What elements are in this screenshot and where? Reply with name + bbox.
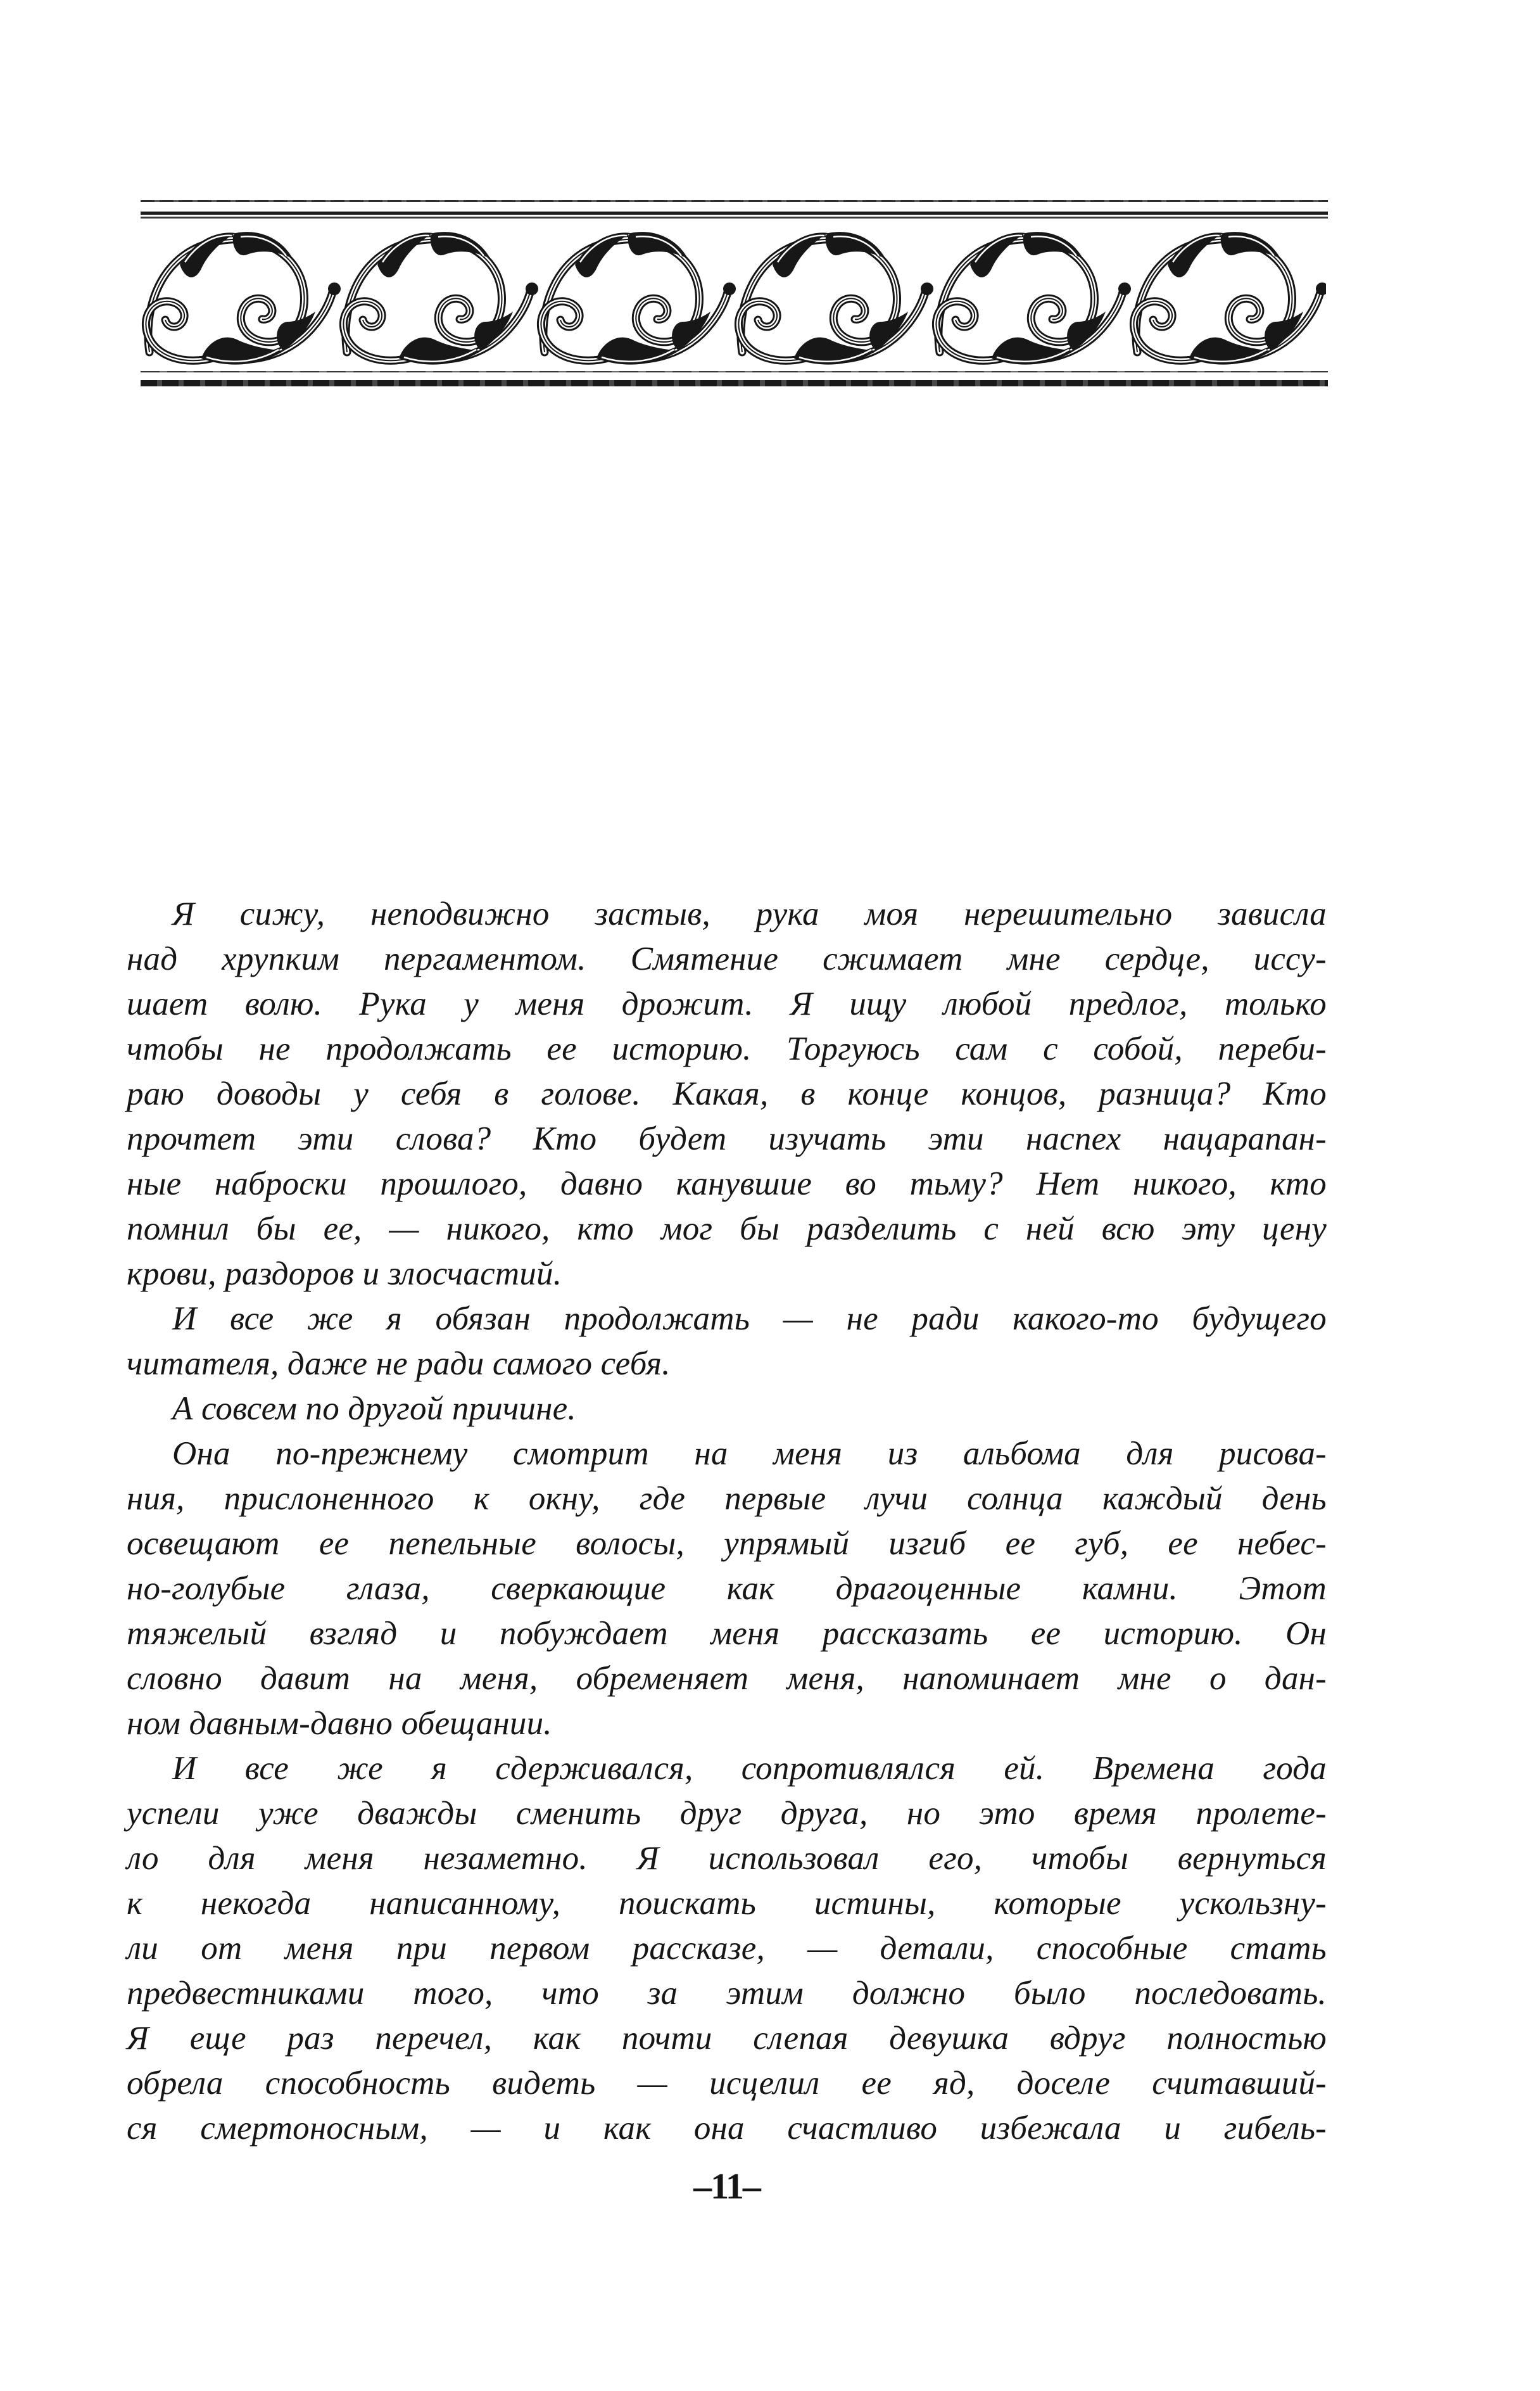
text-line: но-голубые глаза, сверкающие как драгоценные камни. Этот bbox=[127, 1570, 1327, 1607]
text-line: читателя, даже не ради самого себя. bbox=[127, 1345, 671, 1382]
bottom-thick-rule bbox=[141, 380, 1328, 386]
text-line: И все же я сдерживался, сопротивлялся ей. Времена года bbox=[172, 1750, 1327, 1787]
text-line: успели уже дважды сменить друг друга, но это время пролете- bbox=[127, 1795, 1327, 1832]
text-line: Я сижу, неподвижно застыв, рука моя нерешительно зависла bbox=[172, 896, 1327, 932]
text-line: Она по-прежнему смотрит на меня из альбома для рисова- bbox=[172, 1435, 1327, 1472]
text-line: словно давит на меня, обременяет меня, напоминает мне о дан- bbox=[127, 1660, 1327, 1697]
text-line: шает волю. Рука у меня дрожит. Я ищу любой предлог, только bbox=[127, 986, 1327, 1022]
page-text bbox=[127, 892, 1327, 2151]
acanthus-scroll-ornament bbox=[141, 223, 1326, 370]
text-line: прочтет эти слова? Кто будет изучать эти наспех нацарапан- bbox=[127, 1120, 1327, 1157]
text-line: ло для меня незаметно. Я использовал его, чтобы вернуться bbox=[127, 1840, 1327, 1877]
text-line: ные наброски прошлого, давно канувшие во тьму? Нет никого, кто bbox=[127, 1165, 1327, 1202]
text-line: над хрупким пергаментом. Смятение сжимает мне сердце, иссу- bbox=[127, 941, 1327, 977]
text-line: чтобы не продолжать ее историю. Торгуюсь сам с собой, переби- bbox=[127, 1031, 1327, 1067]
text-line: ся смертоносным, — и как она счастливо избежала и гибель- bbox=[127, 2110, 1327, 2147]
text-line: ния, прислоненного к окну, где первые лучи солнца каждый день bbox=[127, 1480, 1327, 1517]
text-line: ли от меня при первом рассказе, — детали, способные стать bbox=[127, 1930, 1327, 1967]
text-line: Я еще раз перечел, как почти слепая девушка вдруг полностью bbox=[127, 2020, 1327, 2057]
bottom-thin-rule bbox=[141, 371, 1328, 372]
text-line: помнил бы ее, — никого, кто мог бы разделить с ней всю эту цену bbox=[127, 1210, 1327, 1247]
text-line: А совсем по другой причине. bbox=[172, 1390, 576, 1427]
text-line: обрела способность видеть — исцелил ее яд, доселе считавший- bbox=[127, 2065, 1327, 2102]
text-line: ном давным-давно обещании. bbox=[127, 1705, 552, 1742]
text-line: раю доводы у себя в голове. Какая, в конце концов, разница? Кто bbox=[127, 1075, 1327, 1112]
text-line: предвестниками того, что за этим должно было последовать. bbox=[127, 1975, 1327, 2012]
top-thin-rule bbox=[141, 200, 1328, 202]
text-line: И все же я обязан продолжать — не ради какого-то будущего bbox=[172, 1300, 1327, 1337]
text-line: освещают ее пепельные волосы, упрямый изгиб ее губ, ее небес- bbox=[127, 1525, 1327, 1562]
top-double-rule bbox=[141, 212, 1328, 219]
header-ornament-band bbox=[141, 200, 1328, 386]
text-line: тяжелый взгляд и побуждает меня рассказать ее историю. Он bbox=[127, 1615, 1327, 1652]
text-line: крови, раздоров и злосчастий. bbox=[127, 1255, 562, 1292]
text-line: к некогда написанному, поискать истины, которые ускользну- bbox=[127, 1885, 1327, 1922]
page-number: –11– bbox=[693, 2166, 760, 2207]
